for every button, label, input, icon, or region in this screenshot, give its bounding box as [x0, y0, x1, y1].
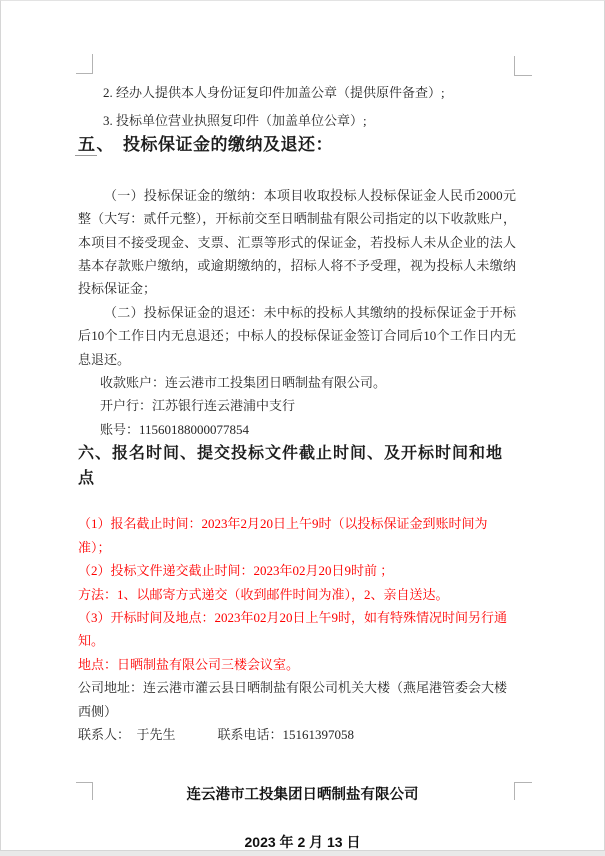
contact-line — [78, 723, 516, 746]
crop-mark-top-left-icon — [76, 54, 93, 74]
bank-line: 开户行：江苏银行连云港浦中支行 — [100, 398, 296, 414]
section5-paragraph-1: （一）投标保证金的缴纳：本项目收取投标人投标保证金人民币2000元整（大写：贰仟元整），开标前交至日晒制盐有限公司指定的以下收款账户，本项目不接受现金、支票、汇票等形式的保证金，若投标人未从企业的法人基本存款账户缴纳，或逾期缴纳的，招标人将不予受理，视为投标人未缴纳投标保证金； — [78, 187, 516, 297]
section5-heading-number: 五 — [75, 135, 97, 156]
section5-heading-punct: 、 — [96, 134, 114, 154]
section5-paragraph-2: （二）投标保证金的退还：未中标的投标人其缴纳的投标保证金于开标后10个工作日内无息退还；中标人的投标保证金签订合同后10个工作日内无息退还。 — [78, 304, 516, 367]
crop-mark-bottom-right-icon — [514, 782, 532, 800]
intro-item-2: 2. 经办人提供本人身份证复印件加盖公章（提供原件备查）; — [103, 85, 445, 100]
deadline-submission-line: （2）投标文件递交截止时间：2023年02月20日9时前 ； — [78, 563, 394, 579]
company-address-line: 公司地址：连云港市灌云县日晒制盐有限公司机关大楼（燕尾港管委会大楼西侧） — [78, 680, 508, 719]
payee-account-line: 收款账户：连云港市工投集团日晒制盐有限公司。 — [100, 375, 387, 391]
footer-date: 2023 年 2 月 13 日 — [244, 834, 361, 851]
bid-opening-place-line: 地点：日晒制盐有限公司三楼会议室。 — [78, 656, 300, 672]
deadline-signup-line: （1）报名截止时间：2023年2月20日上午9时（以投标保证金到账时间为准）； — [78, 516, 488, 555]
section5-heading — [78, 133, 516, 156]
method-line: 方法：1、以邮寄方式递交（收到邮件时间为准），2、亲自送达。 — [78, 586, 449, 602]
footer-company-name: 连云港市工投集团日晒制盐有限公司 — [186, 787, 419, 804]
section5-heading-title: 投标保证金的缴纳及退还： — [123, 134, 333, 154]
crop-mark-bottom-left-icon — [76, 782, 93, 800]
intro-item-3: 3. 投标单位营业执照复印件（加盖单位公章）; — [103, 113, 367, 129]
account-number-line: 账号：11560188000077854 — [100, 421, 250, 437]
contact-person: 联系人： 于先生 — [78, 726, 176, 742]
section6-heading: 六、报名时间、提交投标文件截止时间、及开标时间和地点 — [78, 445, 504, 488]
document-content — [1, 1, 604, 852]
bid-opening-time-line: （3）开标时间及地点：2023年02月20日上午9时，如有特殊情况时间另行通知。 — [78, 609, 508, 649]
crop-mark-top-right-icon — [514, 56, 532, 76]
contact-phone: 联系电话：15161397058 — [217, 726, 355, 742]
